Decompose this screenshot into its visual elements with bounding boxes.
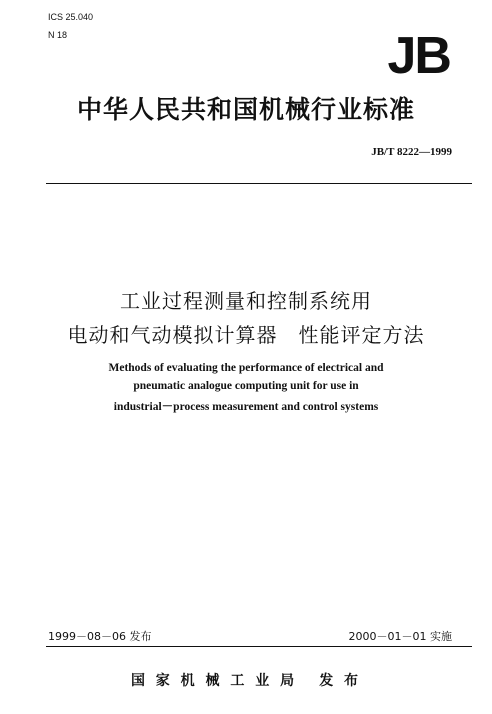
implement-date: 2000－01－01 实施 (348, 630, 452, 643)
title-en-line2: pneumatic analogue computing unit for use in (133, 380, 359, 392)
jb-logo: JB (387, 27, 450, 85)
footer-divider (46, 646, 472, 647)
publisher-line (0, 670, 492, 690)
publisher-name: 国 家 机 械 工 业 局 (130, 673, 298, 689)
publish-word: 发 布 (319, 673, 362, 689)
standard-number: JB/T 8222—1999 (371, 146, 452, 158)
title-en-line3: industrial－process measurement and control systems (113, 401, 379, 413)
title-cn-line2: 电动和气动模拟计算器 性能评定方法 (67, 323, 425, 347)
ics-code: ICS 25.040 (48, 12, 94, 22)
standard-category: 中华人民共和国机械行业标准 (76, 95, 415, 124)
header-divider (46, 183, 472, 184)
title-cn-line1: 工业过程测量和控制系统用 (120, 289, 372, 313)
ccs-code: N 18 (48, 30, 68, 40)
title-en-line1: Methods of evaluating the performance of electrical and (108, 362, 384, 374)
issue-date: 1999－08－06 发布 (48, 630, 152, 643)
